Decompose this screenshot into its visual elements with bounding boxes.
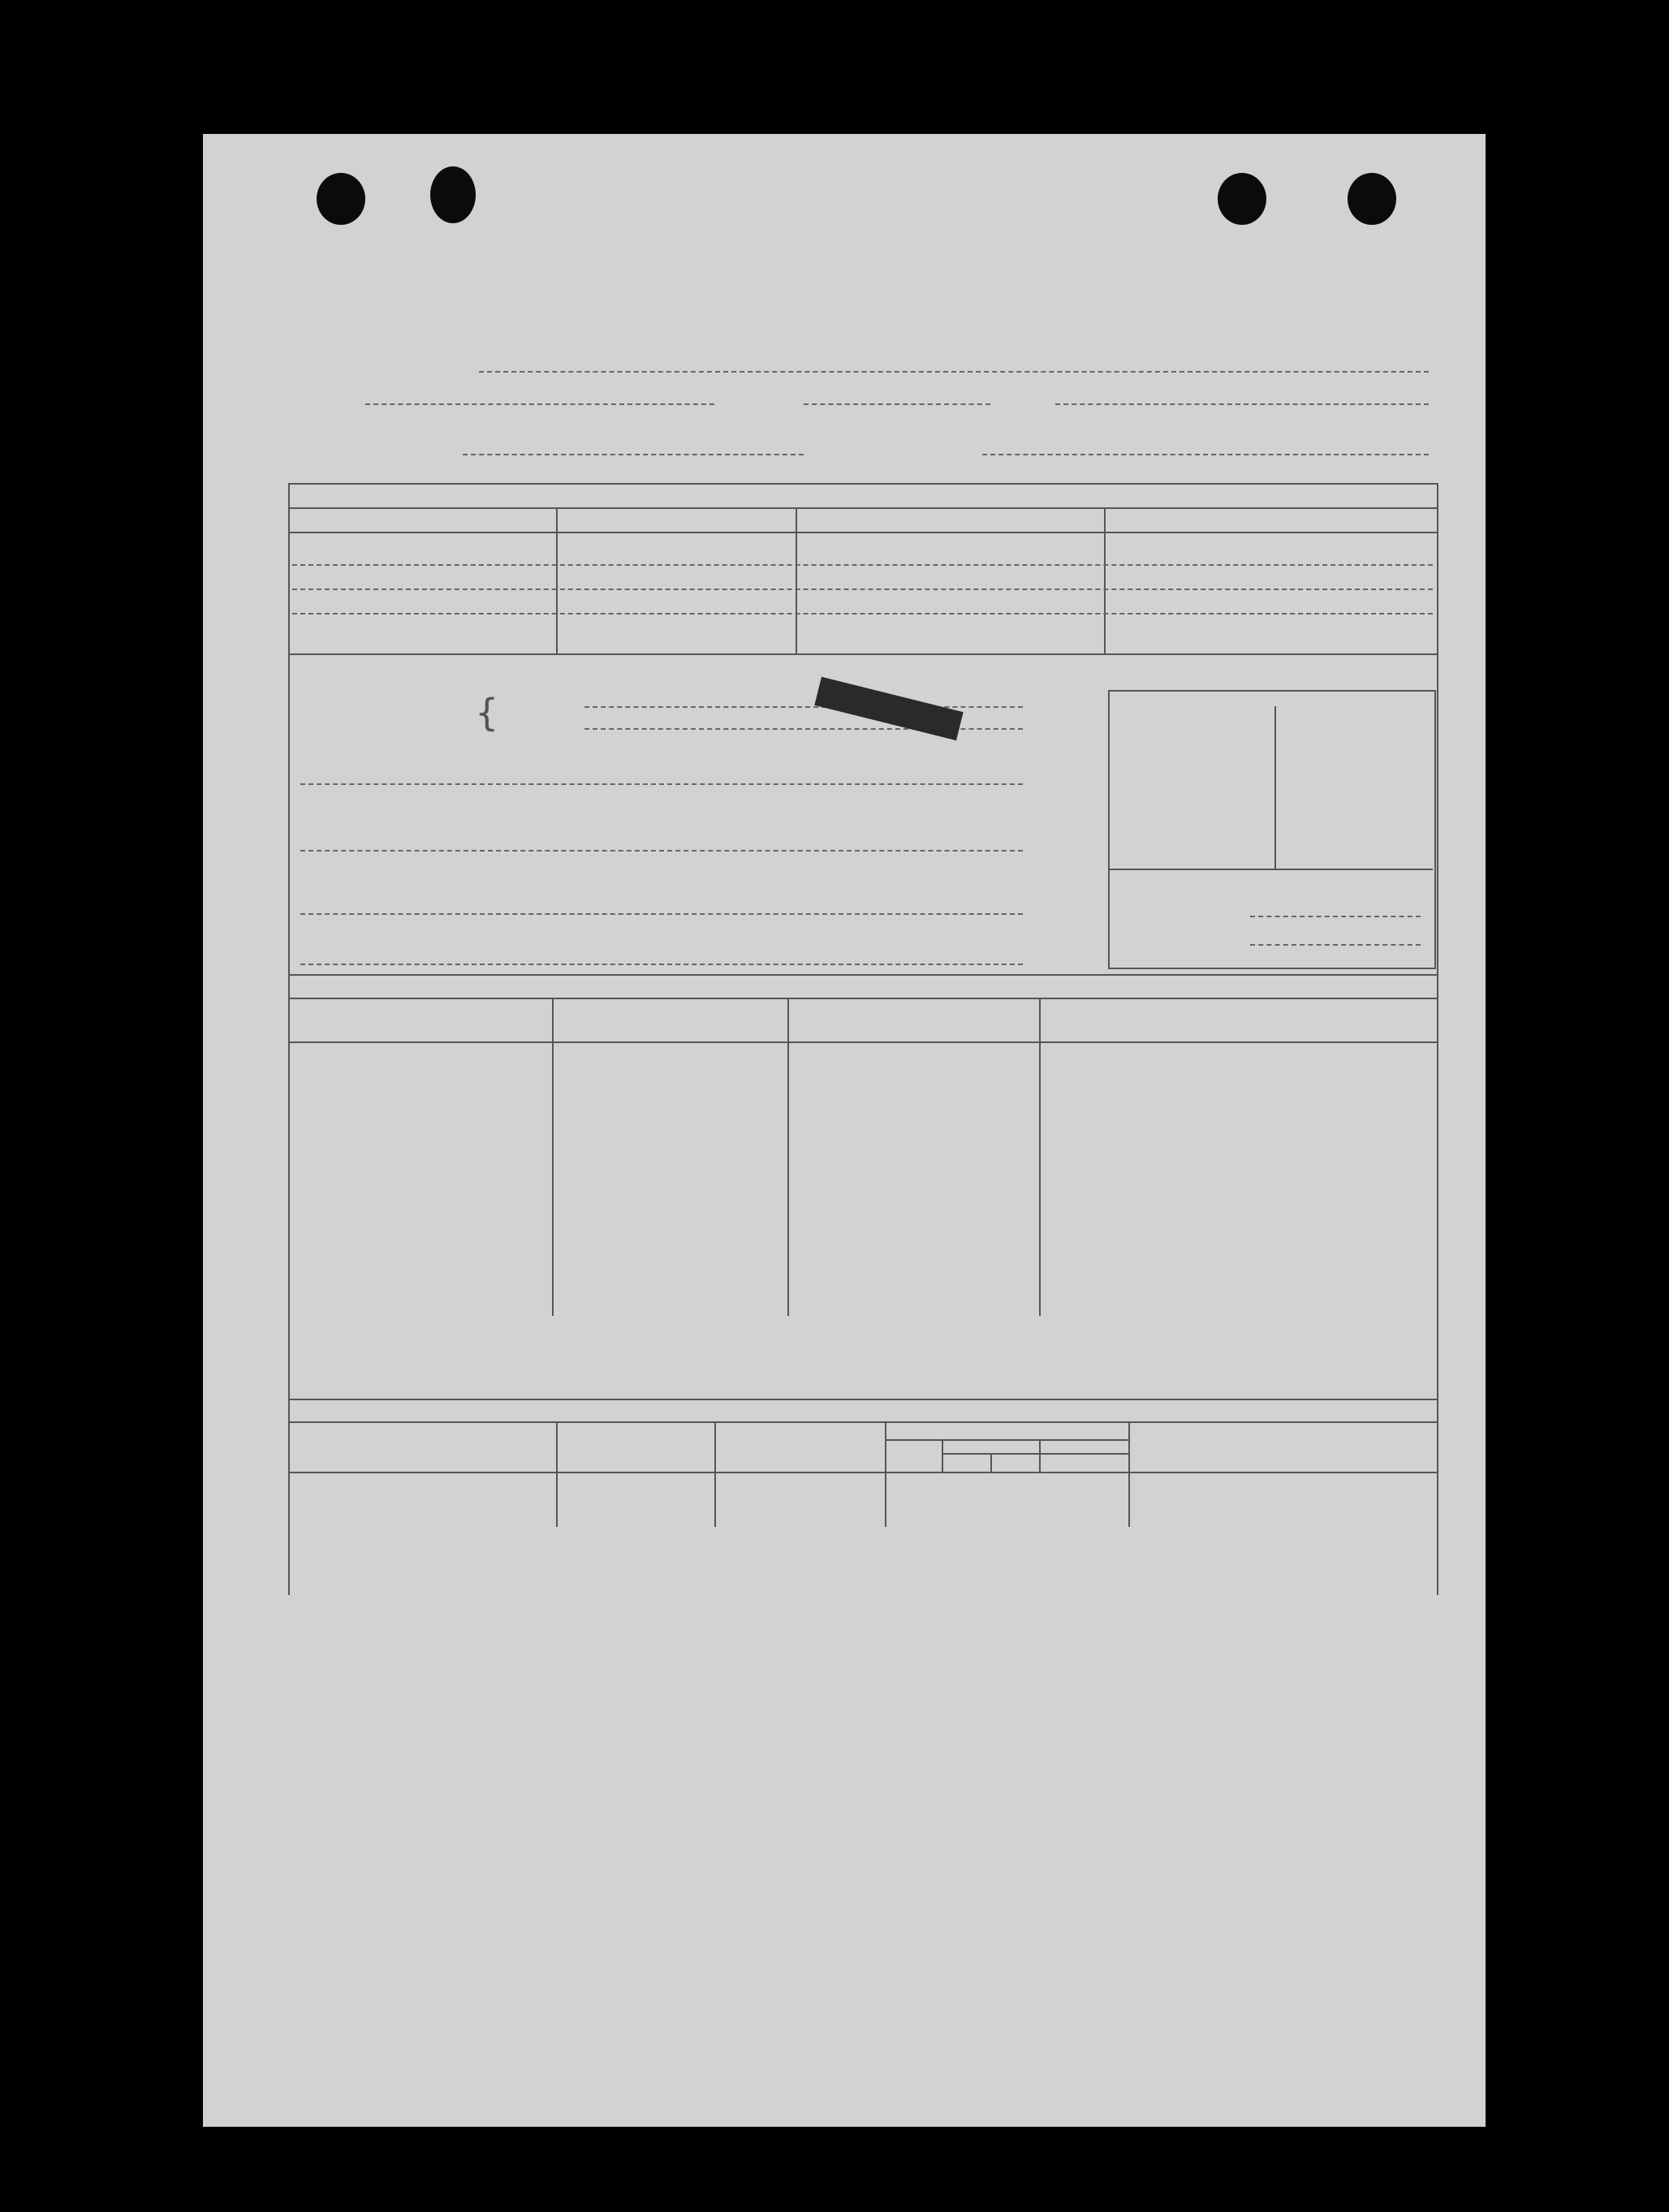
- punch-hole: [430, 166, 476, 223]
- redaction-stamp: [814, 677, 963, 740]
- punch-hole: [1218, 173, 1266, 225]
- declaration-sheet: {: [203, 134, 1486, 2127]
- punch-hole: [1348, 173, 1396, 225]
- official-box: [1108, 690, 1436, 969]
- punch-hole: [317, 173, 365, 225]
